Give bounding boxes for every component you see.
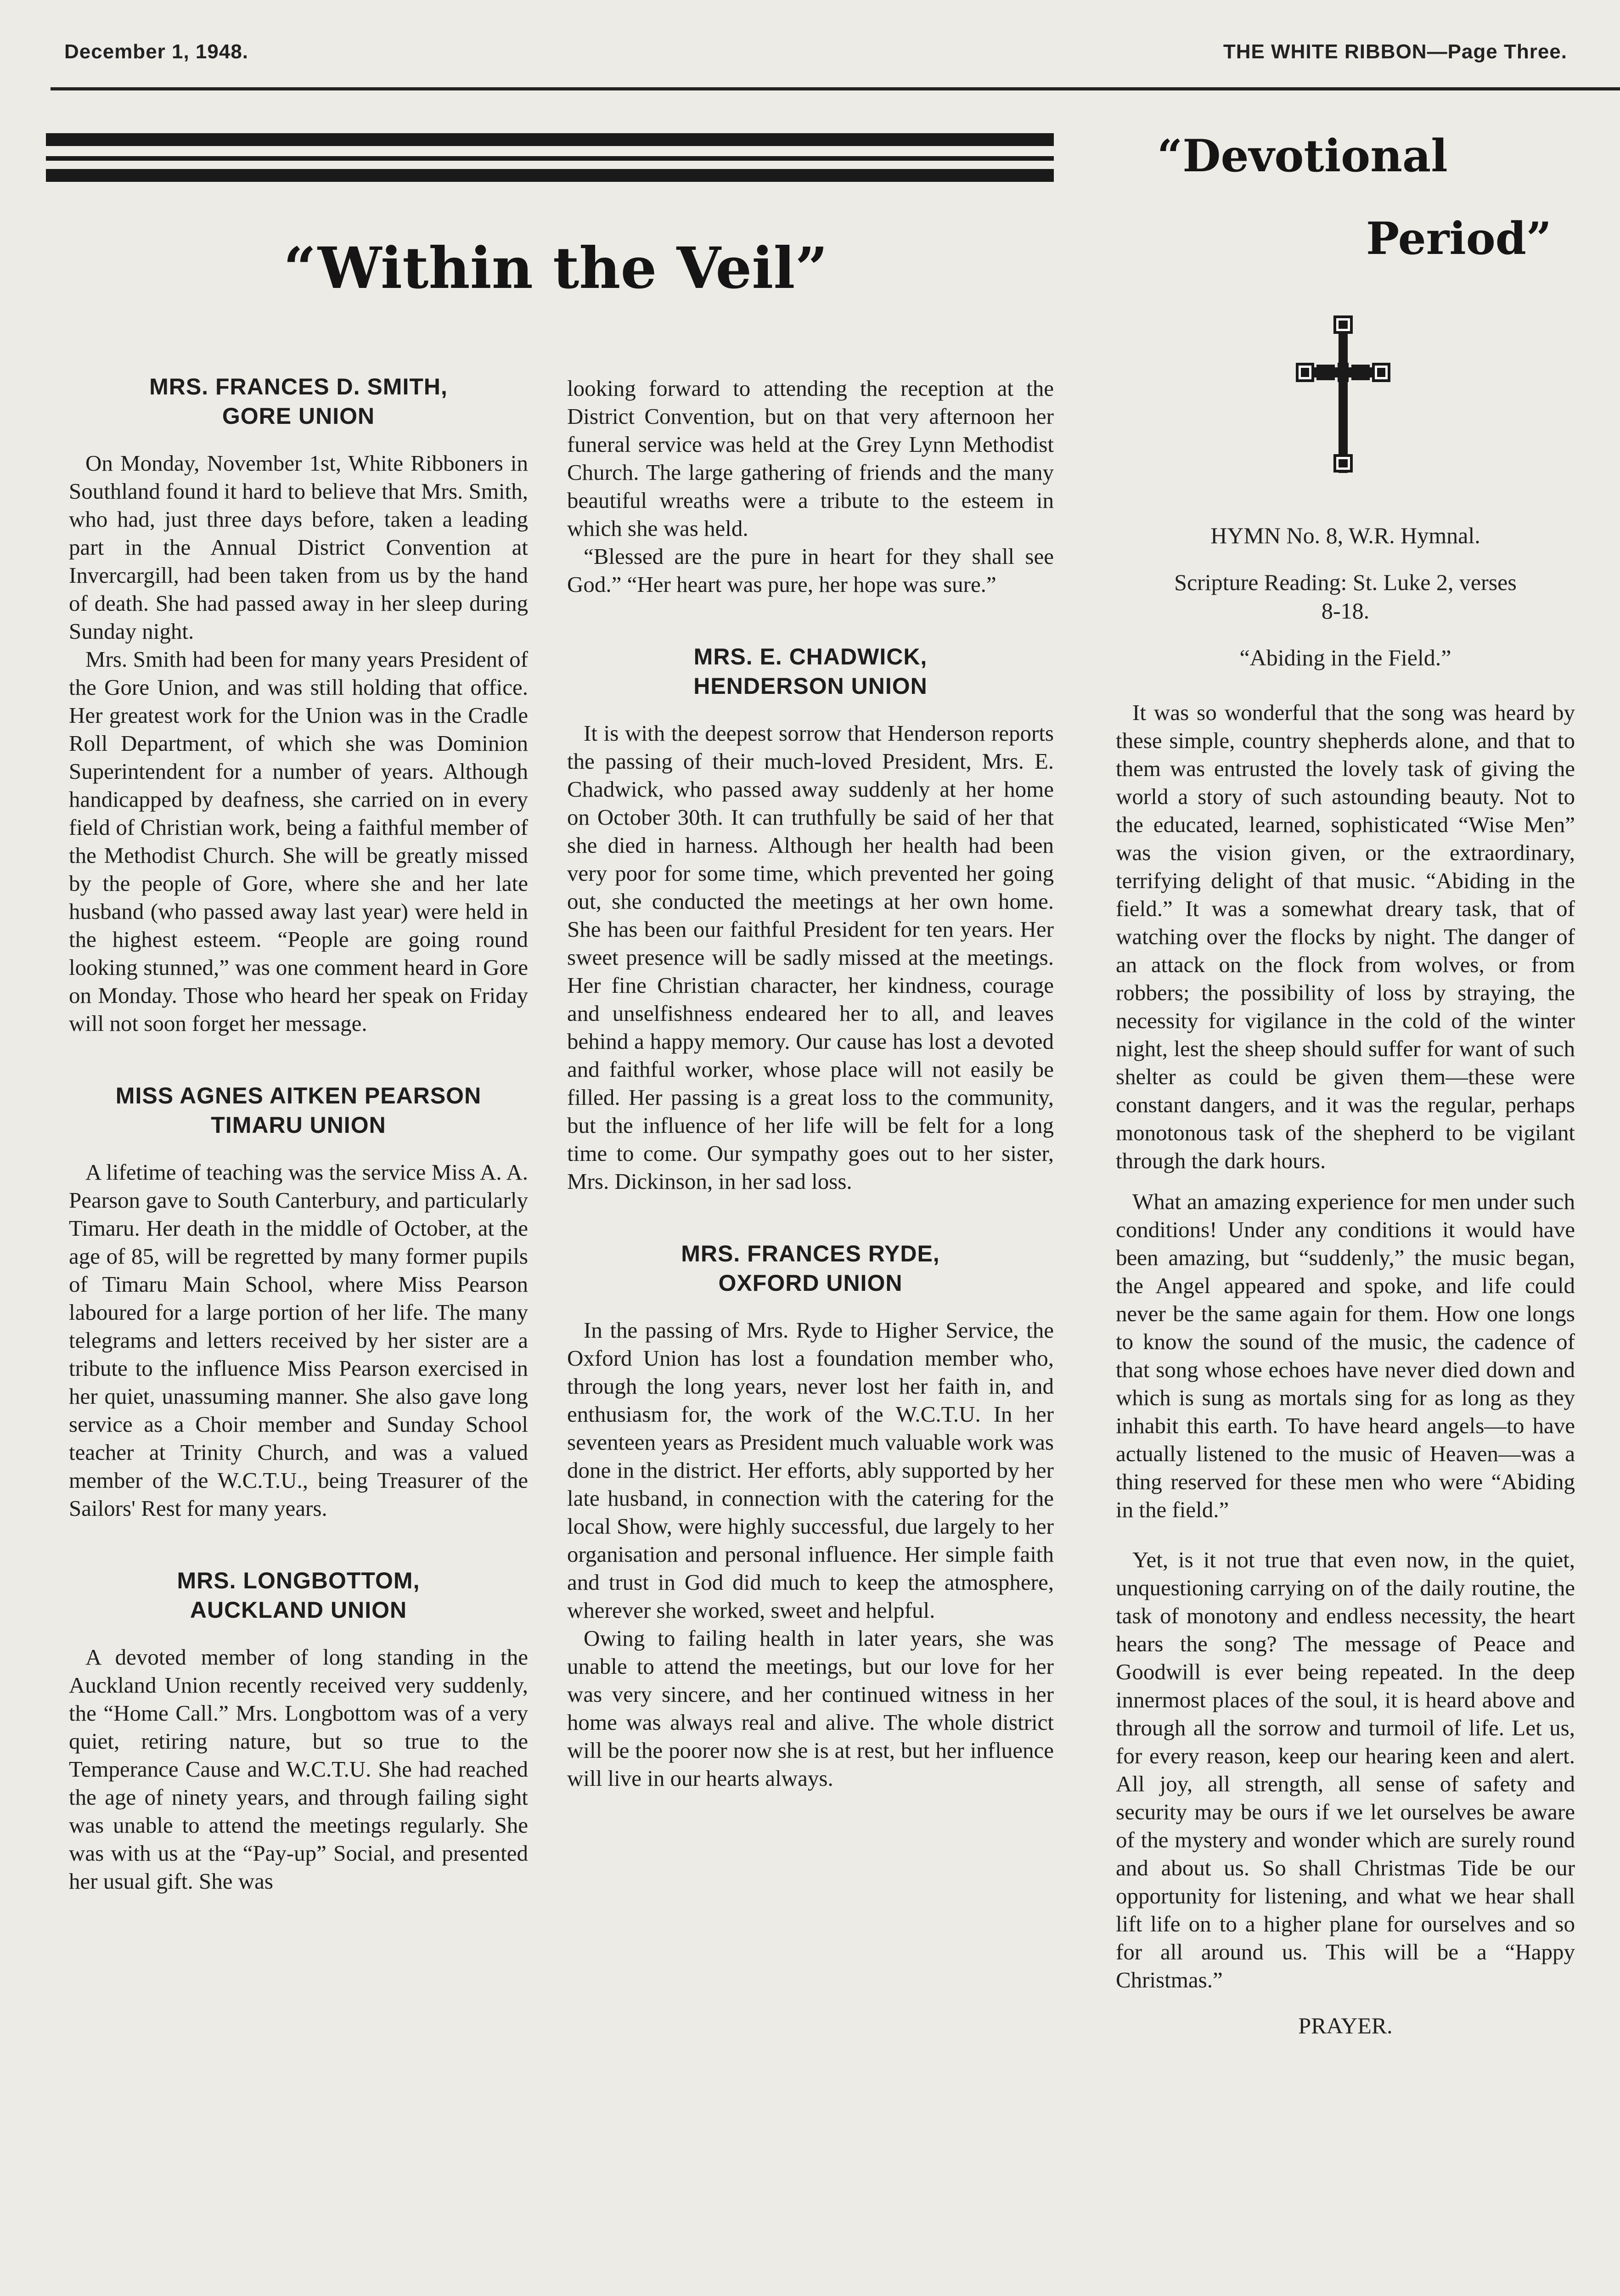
heading-line-1: MRS. FRANCES RYDE,: [681, 1241, 940, 1266]
obituary-chadwick: [567, 642, 1054, 1195]
paragraph: In the passing of Mrs. Ryde to Higher Service, the Oxford Union has lost a foundation member who, through the long years, never lost her faith in, and enthusiasm for, the work of the W.C.T.U. In her seventeen years as President much valuable work was done in the district. Her efforts, ably supported by her late husband, in connection with the catering for the local Show, were highly successful, due largely to her organisation and personal influence. Her simple faith and trust in God did much to keep the atmosphere, wherever she worked, sweet and helpful.: [567, 1317, 1054, 1623]
heading-line-2: GORE UNION: [222, 403, 375, 429]
obituary-heading: [69, 1081, 528, 1140]
heading-line-1: MRS. E. CHADWICK,: [693, 644, 928, 670]
paragraph: It was so wonderful that the song was heard by these simple, country shepherds alone, and that to them was entrusted the lovely task of giving the world a story of such astounding beauty. Not to the educated, learned, sophisticated “Wise Men” was the vision given, or the extraordinary, terrifying delight of that music. “Abiding in the field.” It was a somewhat dreary task, that of watching over the flocks by night. The danger of an attack on the flock from wolves, or from robbers; the possibility of loss by straying, the necessity for vigilance in the cold of the winter night, lest the sheep should suffer for want of such shelter as could be given them—these were constant dangers, and it was the regular, perhaps monotonous task of the shepherd to be vigilant through the dark hours.: [1116, 700, 1575, 1173]
scripture-line: Scripture Reading: St. Luke 2, verses 8-18.: [1174, 569, 1517, 624]
top-rule-thick-1: [46, 133, 1054, 146]
devotional-title-line-1: “Devotional: [1157, 130, 1448, 182]
obituary-smith: [69, 372, 528, 1037]
heading-line-2: OXFORD UNION: [718, 1270, 903, 1296]
paragraph: Owing to failing health in later years, she was unable to attend the meetings, but our love for her was very sincere, and her continued witness in her home was always real and alive. The whole district will be the poorer now she is at rest, but her influence will live in our hearts always.: [567, 1626, 1054, 1791]
paragraph: A lifetime of teaching was the service Miss A. A. Pearson gave to South Canterbury, and particularly Timaru. Her death in the middle of October, at the age of 85, will be regretted by many former pupils of Timaru Main School, where Miss Pearson laboured for a large portion of her life. The many telegrams and letters received by her sister are a tribute to the influence Miss Pearson exercised in her quiet, unassuming manner. She also gave long service as a Choir member and Sunday School teacher at Trinity Church, and was a valued member of the W.C.T.U., being Treasurer of the Sailors' Rest for many years.: [69, 1159, 528, 1521]
header-rule: [51, 87, 1620, 90]
heading-line-2: TIMARU UNION: [211, 1112, 386, 1138]
paragraph: Yet, is it not true that even now, in the quiet, unquestioning carrying on of the daily routine, the task of monotony and endless necessity, the heart hears the song? The message of Peace and Goodwill is ever being repeated. In the deep innermost places of the soul, it is heard above and through all the sorrow and turmoil of life. Let us, for every reason, keep our hearing keen and alert. All joy, all strength, all sense of safety and security may be ours if we let ourselves be aware of the mystery and wonder which are surely round and about us. So shall Christmas Tide be our opportunity for listening, and what we hear shall lift life on to a higher plane for ourselves and so for all around us. This will be a “Happy Christmas.”: [1116, 1547, 1575, 1992]
paragraph: On Monday, November 1st, White Ribboners in Southland found it hard to believe that Mrs. Smith, who had, just three days before, taken a leading part in the Annual District Convention at Invercargill, had been taken from us by the hand of death. She had passed away in her sleep during Sunday night.: [69, 450, 528, 644]
column-2: [567, 374, 1054, 1792]
obituary-ryde: [567, 1239, 1054, 1792]
paragraph: A devoted member of long standing in the Auckland Union recently received very suddenly, the “Home Call.” Mrs. Longbottom was of a very quiet, retiring nature, but so true to the Temperance Cause and W.C.T.U. She had reached the age of ninety years, and through failing sight was unable to attend the meetings regularly. She was with us at the “Pay-up” Social, and presented her usual gift. She was: [69, 1644, 528, 1894]
paragraph: It is with the deepest sorrow that Henderson reports the passing of their much-loved President, Mrs. E. Chadwick, who passed away suddenly at her home on October 30th. It can truthfully be said of her that she died in harness. Although her health had been very poor for some time, which prevented her going out, she conducted the meetings at her own home. She has been our faithful President for ten years. Her sweet presence will be sadly missed at the meetings. Her fine Christian character, her kindness, courage and unselfishness endeared her to all, and leaves behind a happy memory. Our cause has lost a devoted and faithful worker, whose place will not easily be filled. Her passing is a great loss to the community, but the influence of her life will be felt for a long time to come. Our sympathy goes out to her sister, Mrs. Dickinson, in her sad loss.: [567, 720, 1054, 1194]
obituary-heading: [69, 1566, 528, 1625]
hymn-line: HYMN No. 8, W.R. Hymnal.: [1210, 523, 1480, 548]
issue-date: December 1, 1948.: [64, 40, 249, 63]
paragraph: looking forward to attending the reception at the District Convention, but on that very afternoon her funeral service was held at the Grey Lynn Methodist Church. The large gathering of friends and the many beautiful wreaths were a tribute to the esteem in which she was held.: [567, 376, 1054, 541]
heading-line-1: MISS AGNES AITKEN PEARSON: [115, 1083, 482, 1109]
obituary-longbottom: [69, 1566, 528, 1895]
theme-line: “Abiding in the Field.”: [1239, 645, 1451, 670]
paragraph: “Blessed are the pure in heart for they shall see God.” “Her heart was pure, her hope was sure.”: [567, 544, 1054, 597]
page-label: THE WHITE RIBBON—Page Three.: [1223, 40, 1567, 63]
heading-line-2: AUCKLAND UNION: [190, 1597, 407, 1623]
obituary-heading: [567, 1239, 1054, 1298]
column-3: [1116, 521, 1575, 2058]
obituary-heading: [69, 372, 528, 431]
obituary-longbottom-continued: [567, 374, 1054, 598]
cross-icon: [1293, 312, 1394, 478]
heading-line-2: HENDERSON UNION: [693, 673, 928, 699]
top-rule-thick-2: [46, 169, 1054, 182]
heading-line-1: MRS. FRANCES D. SMITH,: [149, 374, 448, 400]
column-1: [69, 372, 528, 1895]
devotional-title-line-2: Period”: [1366, 213, 1552, 264]
heading-line-1: MRS. LONGBOTTOM,: [177, 1568, 420, 1593]
top-rule-thin: [46, 156, 1054, 161]
paragraph: Mrs. Smith had been for many years President of the Gore Union, and was still holding that office. Her greatest work for the Union was in the Cradle Roll Department, of which she was Dominion Superintendent for a number of years. Although handicapped by deafness, she carried on in every field of Christian work, being a faithful member of the Methodist Church. She will be greatly missed by the people of Gore, where she and her late husband (who passed away last year) were held in the highest esteem. “People are going round looking stunned,” was one comment heard in Gore on Monday. Those who heard her speak on Friday will not soon forget her message.: [69, 647, 528, 1036]
closing-prayer: PRAYER.: [1298, 2013, 1393, 2038]
obituary-pearson: [69, 1081, 528, 1522]
obituary-heading: [567, 642, 1054, 701]
paragraph: What an amazing experience for men under such conditions! Under any conditions it would have been amazing, but “suddenly,” the music began, the Angel appeared and spoke, and life could never be the same again for them. How one longs to know the sound of the music, the cadence of that song whose echoes have never died down and which is sung as mortals sing for as long as they inhabit this earth. To have heard angels—to have actually listened to the music of Heaven—was a thing reserved for these men who were “Abiding in the field.”: [1116, 1189, 1575, 1522]
main-title: “Within the Veil”: [283, 235, 828, 302]
